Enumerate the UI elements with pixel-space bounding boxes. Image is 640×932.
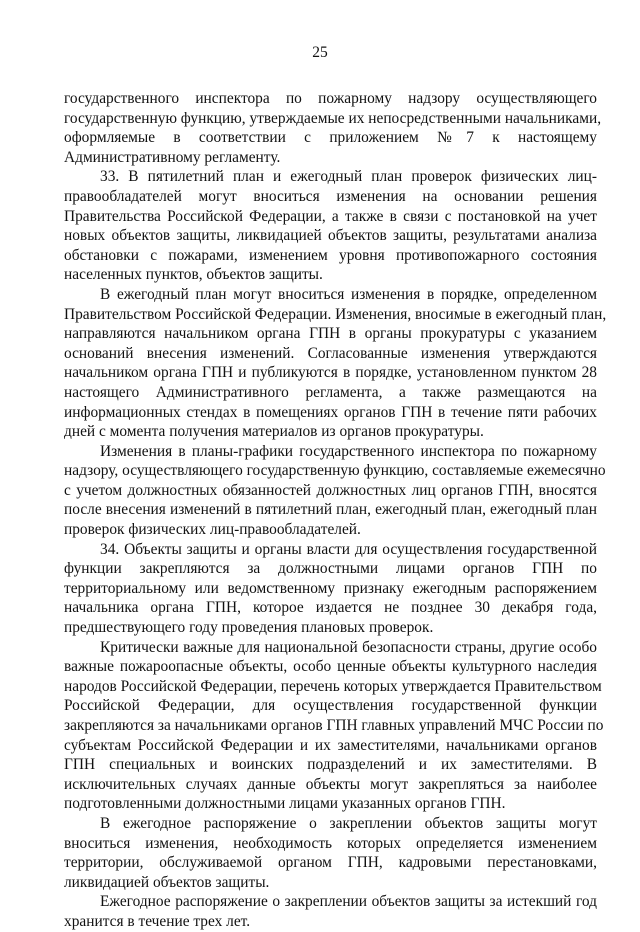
text-line: Правительством Российской Федерации. Изменения, вносимые в ежегодный план, [64, 305, 607, 323]
page-number: 25 [312, 44, 328, 61]
paragraph [64, 89, 602, 167]
text-line: Изменения в планы-графики государственного инспектора по пожарному [100, 442, 597, 460]
text-line: подготовленными должностными лицами указанных органов ГПН. [64, 795, 506, 813]
text-line: обстановки с пожарами, изменением уровня противопожарного состояния [64, 246, 597, 264]
document-body [64, 89, 607, 932]
text-line: 33. В пятилетний план и ежегодный план проверок физических лиц- [100, 168, 597, 186]
text-line: оснований внесения изменений. Согласованные изменения утверждаются [64, 344, 597, 362]
text-line: настоящего Административного регламента, а также размещаются на [64, 383, 597, 401]
text-line: государственную функцию, утверждаемые их непосредственными начальниками, [64, 109, 602, 127]
text-line: информационных стендах в помещениях органов ГПН в течение пяти рабочих [64, 403, 597, 421]
text-line: надзору, осуществляющего государственную функцию, составляемые ежемесячно [64, 462, 606, 480]
text-line: Правительства Российской Федерации, а также в связи с постановкой на учет [64, 207, 597, 225]
text-line: хранится в течение трех лет. [64, 912, 251, 930]
text-line: направляются начальником органа ГПН в органы прокуратуры с указанием [64, 325, 597, 343]
text-line: народов Российской Федерации, перечень которых утверждается Правительством [64, 677, 602, 695]
text-line: новых объектов защиты, ликвидацией объектов защиты, результатами анализа [64, 227, 597, 245]
paragraph [64, 442, 606, 540]
paragraph [64, 638, 604, 814]
text-line: вноситься изменения, необходимость которых определяется изменением [64, 834, 597, 852]
text-line: закрепляются за начальниками органов ГПН главных управлений МЧС России по [64, 717, 604, 734]
text-line: Ежегодное распоряжение о закреплении объектов защиты за истекший год [100, 893, 597, 911]
text-line: важные пожароопасные объекты, особо ценные объекты культурного наследия [64, 658, 597, 676]
text-line: населенных пунктов, объектов защиты. [64, 266, 323, 284]
text-line: Административному регламенту. [64, 148, 281, 166]
text-line: проверок физических лиц-правообладателей. [64, 521, 361, 539]
text-line: дней с момента получения материалов из органов прокуратуры. [64, 423, 484, 441]
text-line: территориальному или ведомственному признаку ежегодным распоряжением [64, 579, 597, 597]
paragraph [64, 285, 607, 442]
paragraph [64, 892, 597, 931]
paragraph [64, 540, 597, 638]
paragraph [64, 167, 597, 285]
text-line: правообладателей могут вноситься изменения на основании решения [64, 187, 597, 205]
text-line: предшествующего году проведения плановых проверок. [64, 619, 434, 637]
text-line: функции закрепляются за должностными лицами органов ГПН по [64, 560, 597, 578]
text-line: Критически важные для национальной безопасности страны, другие особо [100, 638, 597, 656]
text-line: территории, обслуживаемой органом ГПН, кадровыми перестановками, [64, 854, 597, 872]
text-line: субъектам Российской Федерации и их заместителями, начальниками органов [64, 736, 597, 754]
text-line: 34. Объекты защиты и органы власти для осуществления государственной [100, 540, 597, 558]
text-line: ликвидацией объектов защиты. [64, 873, 270, 891]
text-line: начальника органа ГПН, которое издается не позднее 30 декабря года, [64, 599, 597, 617]
text-line: государственного инспектора по пожарному надзору осуществляющего [64, 90, 597, 107]
text-line: оформляемые в соответствии с приложением №7 к настоящему [64, 129, 597, 147]
text-line: ГПН специальных и воинских подразделений и их заместителями. В [64, 756, 597, 774]
text-line: В ежегодный план могут вноситься изменения в порядке, определенном [100, 285, 597, 303]
text-line: с учетом должностных обязанностей должностных лиц органов ГПН, вносятся [64, 481, 597, 499]
text-line: исключительных случаях данные объекты могут закрепляться за наиболее [64, 775, 597, 793]
text-line: Российской Федерации, для осуществления государственной функции [64, 697, 597, 715]
text-line: В ежегодное распоряжение о закреплении объектов защиты могут [100, 814, 597, 832]
text-line: начальником органа ГПН и публикуются в порядке, установленном пунктом 28 [64, 364, 597, 382]
paragraph [64, 814, 597, 892]
text-line: после внесения изменений в пятилетний план, ежегодный план, ежегодный план [64, 501, 597, 519]
